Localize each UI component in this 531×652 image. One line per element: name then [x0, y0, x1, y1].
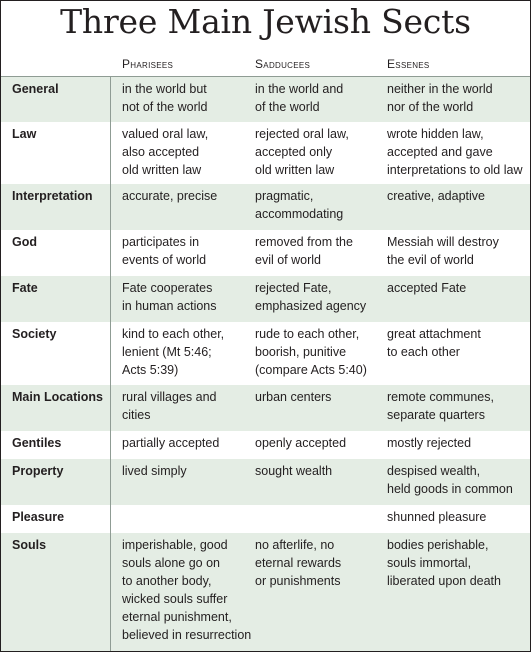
row-label: General: [12, 82, 59, 96]
cell-sadducees: pragmatic, accommodating: [255, 189, 344, 221]
cell-sadducees: rejected oral law, accepted only old written law: [255, 127, 349, 177]
table-row-society: [1, 322, 530, 385]
row-label: Souls: [12, 538, 47, 552]
table-row-property: [1, 459, 530, 505]
row-label: Society: [12, 327, 57, 341]
row-label: Law: [12, 127, 37, 141]
cell-pharisees: accurate, precise: [122, 189, 218, 203]
row-label: Main Locations: [12, 390, 103, 404]
column-divider: [110, 76, 111, 652]
column-header-pharisees: Pharisees: [122, 57, 174, 71]
table-row-souls: [1, 533, 530, 651]
table-row-interpretation: [1, 184, 530, 230]
cell-pharisees: kind to each other, lenient (Mt 5:46; Acts 5:39): [122, 327, 225, 377]
cell-sadducees: in the world and of the world: [255, 82, 344, 114]
cell-essenes: wrote hidden law, accepted and gave interpretations to old law: [387, 127, 523, 177]
cell-essenes: shunned pleasure: [387, 510, 487, 524]
row-label: Interpretation: [12, 189, 93, 203]
cell-essenes: remote communes, separate quarters: [387, 390, 494, 422]
row-label: Pleasure: [12, 510, 65, 524]
table-row-fate: [1, 276, 530, 322]
page-title: Three Main Jewish Sects: [60, 2, 471, 41]
cell-pharisees: in the world but not of the world: [122, 82, 208, 114]
cell-essenes: accepted Fate: [387, 281, 467, 295]
row-label: God: [12, 235, 37, 249]
cell-essenes: creative, adaptive: [387, 189, 485, 203]
column-header-essenes: Essenes: [387, 57, 430, 71]
cell-pharisees: valued oral law, also accepted old written law: [122, 127, 209, 177]
column-header-sadducees: Sadducees: [255, 57, 311, 71]
cell-essenes: Messiah will destroy the evil of world: [387, 235, 499, 267]
table-row-pleasure: [1, 505, 530, 533]
cell-pharisees: rural villages and cities: [122, 390, 217, 422]
cell-sadducees: rejected Fate, emphasized agency: [255, 281, 367, 313]
table-row-god: [1, 230, 530, 276]
table-row-main-locations: [1, 385, 530, 431]
cell-pharisees: lived simply: [122, 464, 187, 478]
cell-pharisees: imperishable, good souls alone go on to another body, wicked souls suffer eternal punishment, believed in resurrection: [122, 538, 252, 642]
cell-sadducees: sought wealth: [255, 464, 333, 478]
cell-pharisees: participates in events of world: [122, 235, 207, 267]
cell-sadducees: urban centers: [255, 390, 332, 404]
cell-essenes: mostly rejected: [387, 436, 472, 450]
row-label: Property: [12, 464, 64, 478]
table-row-law: [1, 122, 530, 184]
table-row-general: [1, 76, 530, 122]
cell-essenes: despised wealth, held goods in common: [387, 464, 513, 496]
cell-pharisees: partially accepted: [122, 436, 220, 450]
cell-sadducees: no afterlife, no eternal rewards or punishments: [255, 538, 342, 588]
table-row-gentiles: [1, 431, 530, 459]
row-label: Gentiles: [12, 436, 62, 450]
cell-essenes: bodies perishable, souls immortal, liberated upon death: [387, 538, 501, 588]
cell-sadducees: removed from the evil of world: [255, 235, 353, 267]
cell-sadducees: rude to each other, boorish, punitive (compare Acts 5:40): [255, 327, 367, 377]
cell-sadducees: openly accepted: [255, 436, 347, 450]
cell-essenes: great attachment to each other: [387, 327, 481, 359]
cell-pharisees: Fate cooperates in human actions: [122, 281, 217, 313]
row-label: Fate: [12, 281, 38, 295]
cell-essenes: neither in the world nor of the world: [387, 82, 493, 114]
